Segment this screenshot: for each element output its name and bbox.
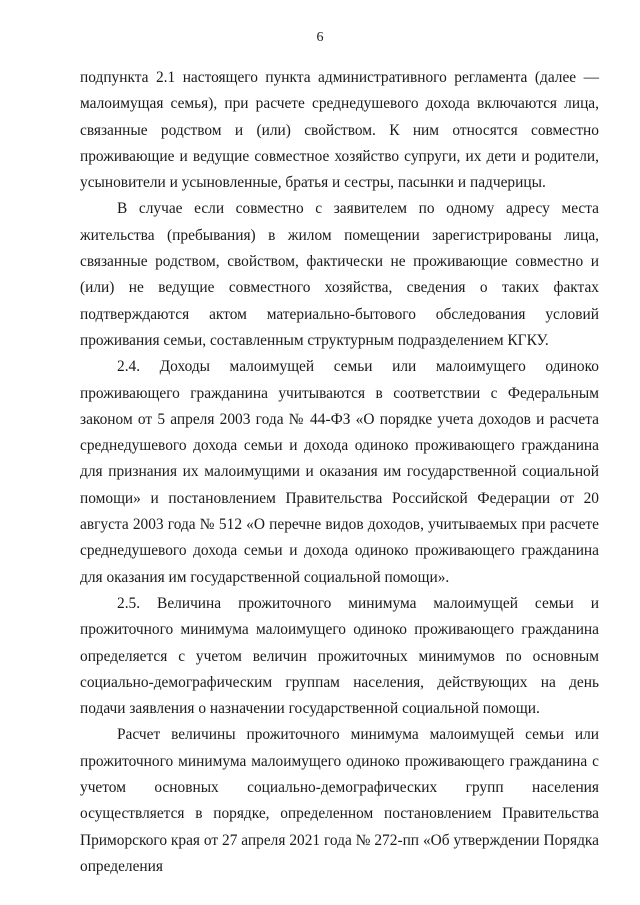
- document-body: [80, 65, 599, 880]
- page-number: 6: [316, 30, 324, 45]
- paragraph-calculation: Расчет величины прожиточного минимума малоимущей семьи или прожиточного минимума малоимущего одиноко проживающего гражданина с учетом основных социально-демографических групп населения осуществляется в порядке, определенном постановлением Правительства Приморского края от 27 апреля 2021 года № 272-пп «Об утверждении Порядка определения: [80, 726, 599, 875]
- paragraph-2-5-subsistence-minimum: 2.5. Величина прожиточного минимума малоимущей семьи и прожиточного минимума малоимущего одиноко проживающего гражданина определяется с учетом величин прожиточных минимумов по основным социально-демографическим группам населения, действующих на день подачи заявления о назначении государственной социальной помощи.: [80, 594, 599, 718]
- paragraph-cohabitation: В случае если совместно с заявителем по одному адресу места жительства (пребывания) в жилом помещении зарегистрированы лица, связанные родством, свойством, фактически не проживающие совместно и (или) не ведущие совместного хозяйства, сведения о таких фактах подтверждаются актом материально-бытового обследования условий проживания семьи, составленным структурным подразделением КГКУ.: [80, 200, 599, 349]
- paragraph-continuation: подпункта 2.1 настоящего пункта административного регламента (далее — малоимущая семья), при расчете среднедушевого дохода включаются лица, связанные родством и (или) свойством. К ним относятся совместно проживающие и ведущие совместное хозяйство супруги, их дети и родители, усыновители и усыновленные, братья и сестры, пасынки и падчерицы.: [80, 69, 599, 192]
- paragraph-2-4-incomes: 2.4. Доходы малоимущей семьи или малоимущего одиноко проживающего гражданина учитываются в соответствии с Федеральным законом от 5 апреля 2003 года № 44-ФЗ «О порядке учета доходов и расчета среднедушевого дохода семьи и дохода одиноко проживающего гражданина для признания их малоимущими и оказания им государственной социальной помощи» и постановлением Правительства Российской Федерации от 20 августа 2003 года № 512 «О перечне видов доходов, учитываемых при расчете среднедушевого дохода семьи и дохода одиноко проживающего гражданина для оказания им государственной социальной помощи».: [80, 358, 599, 586]
